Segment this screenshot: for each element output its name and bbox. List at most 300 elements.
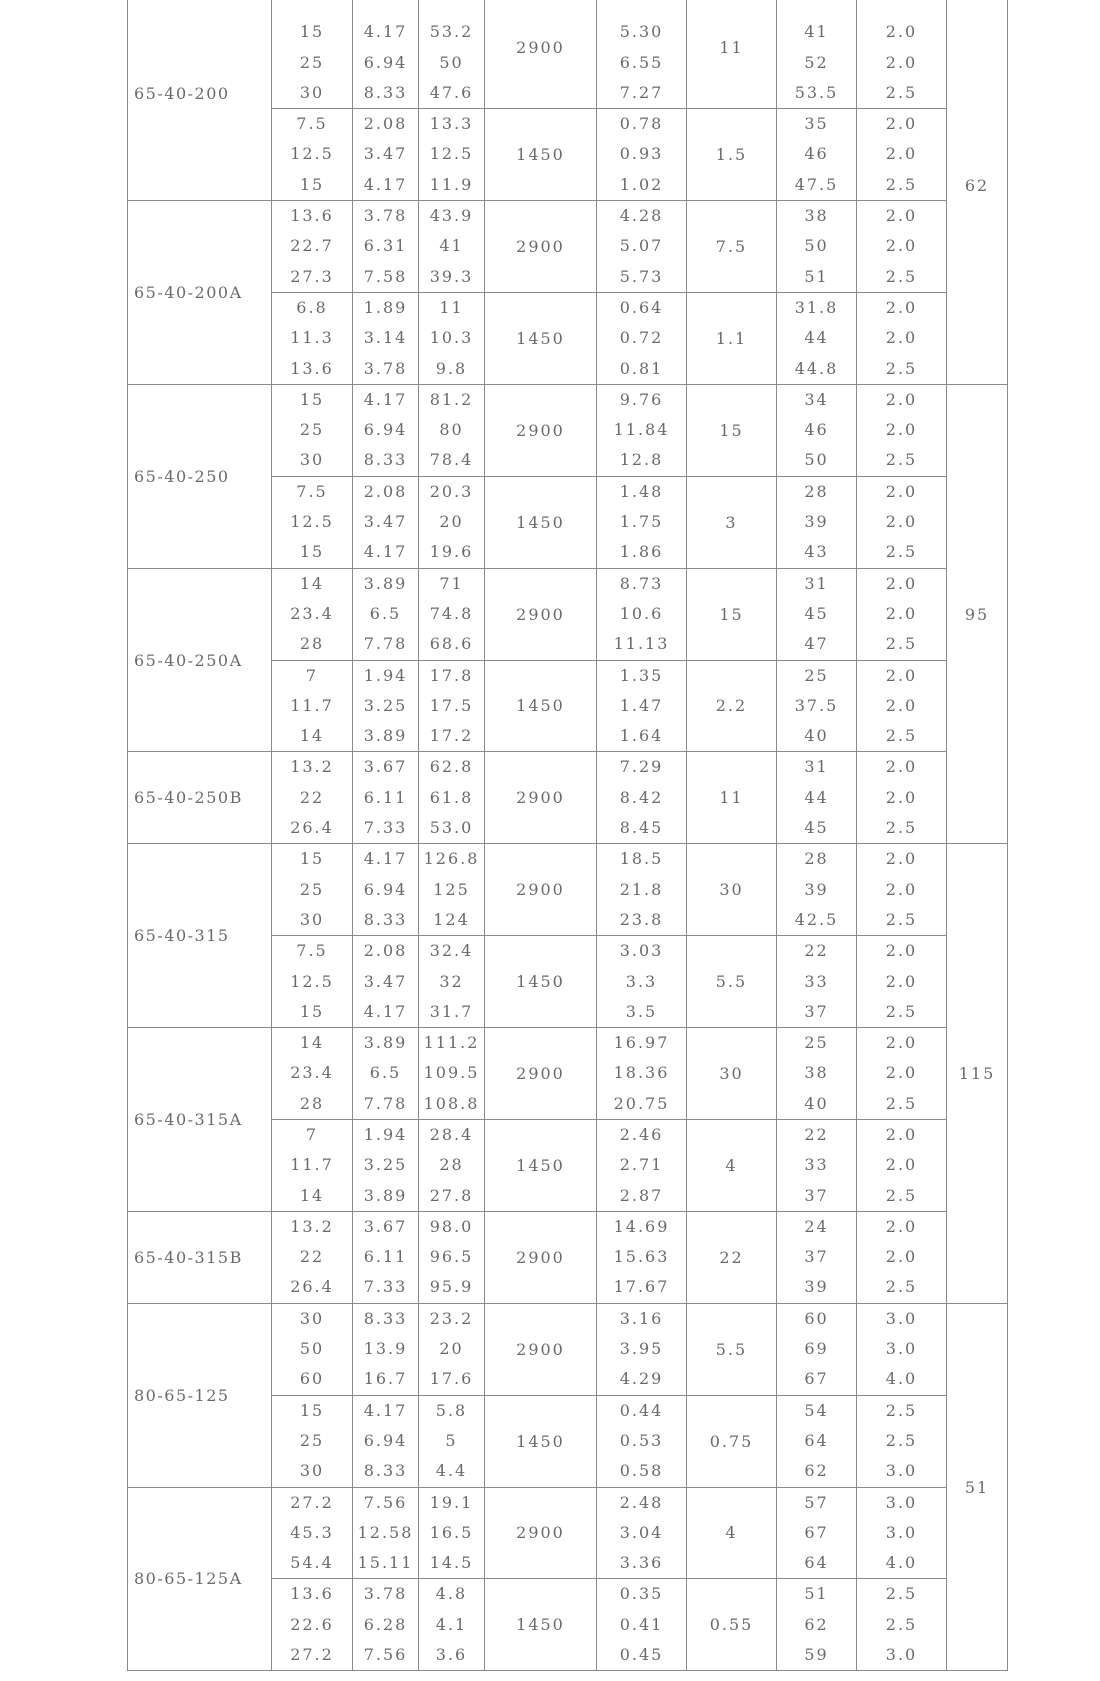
motor-power-cell: 22 bbox=[687, 1211, 777, 1303]
npshr-cell bbox=[857, 1487, 947, 1579]
flow-value: 11.3 bbox=[290, 328, 334, 348]
head-value: 19.6 bbox=[429, 542, 474, 562]
efficiency-value: 53.5 bbox=[794, 82, 839, 102]
head-value: 5.8 bbox=[435, 1400, 468, 1420]
efficiency-value: 38 bbox=[804, 1063, 829, 1083]
npshr-value: 2.0 bbox=[885, 695, 918, 715]
npshr-value: 2.5 bbox=[885, 450, 918, 470]
head-value: 32.4 bbox=[429, 941, 474, 961]
efficiency-cell bbox=[777, 752, 857, 844]
flow-cell bbox=[272, 1579, 353, 1671]
speed-cell: 2900 bbox=[485, 0, 597, 109]
flow-ls-value: 3.67 bbox=[363, 757, 408, 777]
shaft-power-cell bbox=[597, 844, 687, 936]
efficiency-value: 62 bbox=[804, 1461, 829, 1481]
npshr-cell bbox=[857, 1579, 947, 1671]
shaft-power-cell bbox=[597, 384, 687, 476]
efficiency-value: 33 bbox=[804, 1155, 829, 1175]
npshr-value: 2.5 bbox=[885, 174, 918, 194]
head-value: 20 bbox=[439, 1339, 464, 1359]
efficiency-cell bbox=[777, 1119, 857, 1211]
head-value: 98.0 bbox=[429, 1216, 474, 1236]
shaft-power-cell bbox=[597, 109, 687, 201]
npshr-value: 2.5 bbox=[885, 1614, 918, 1634]
shaft-power-value: 0.53 bbox=[619, 1430, 664, 1450]
efficiency-value: 39 bbox=[804, 879, 829, 899]
npshr-cell bbox=[857, 476, 947, 568]
shaft-power-value: 14.69 bbox=[613, 1216, 670, 1236]
motor-power-cell: 4 bbox=[687, 1119, 777, 1211]
shaft-power-value: 7.27 bbox=[619, 82, 664, 102]
npshr-value: 3.0 bbox=[885, 1308, 918, 1328]
head-cell bbox=[419, 292, 485, 384]
flow-value: 22 bbox=[299, 787, 325, 807]
efficiency-value: 46 bbox=[804, 420, 829, 440]
shaft-power-cell bbox=[597, 0, 687, 109]
npshr-value: 2.5 bbox=[885, 1277, 918, 1297]
flow-value: 25 bbox=[299, 420, 325, 440]
efficiency-cell bbox=[777, 201, 857, 293]
flow-value: 27.3 bbox=[290, 266, 334, 286]
head-value: 43.9 bbox=[429, 206, 474, 226]
npshr-value: 2.0 bbox=[885, 144, 918, 164]
efficiency-value: 24 bbox=[804, 1216, 829, 1236]
flow-value: 23.4 bbox=[290, 603, 334, 623]
flow-ls-cell bbox=[353, 1028, 419, 1120]
flow-ls-value: 3.47 bbox=[363, 512, 408, 532]
speed-cell: 2900 bbox=[485, 1028, 597, 1120]
npshr-cell bbox=[857, 384, 947, 476]
npshr-value: 2.5 bbox=[885, 818, 918, 838]
flow-ls-cell bbox=[353, 1303, 419, 1395]
model-cell: 80-65-125 bbox=[128, 1303, 272, 1487]
head-value: 3.6 bbox=[435, 1645, 468, 1665]
flow-ls-value: 3.89 bbox=[363, 1033, 408, 1053]
shaft-power-cell bbox=[597, 1395, 687, 1487]
shaft-power-cell bbox=[597, 936, 687, 1028]
head-value: 16.5 bbox=[429, 1522, 474, 1542]
efficiency-value: 40 bbox=[804, 1093, 829, 1113]
flow-value: 27.2 bbox=[290, 1492, 334, 1512]
npshr-value: 2.0 bbox=[885, 941, 918, 961]
motor-power-cell: 1.5 bbox=[687, 109, 777, 201]
npshr-value: 2.0 bbox=[885, 1033, 918, 1053]
flow-ls-value: 13.9 bbox=[363, 1339, 408, 1359]
flow-ls-value: 3.89 bbox=[363, 726, 408, 746]
flow-ls-cell bbox=[353, 201, 419, 293]
motor-power-cell: 5.5 bbox=[687, 936, 777, 1028]
efficiency-cell bbox=[777, 476, 857, 568]
shaft-power-value: 4.29 bbox=[619, 1369, 664, 1389]
efficiency-cell bbox=[777, 109, 857, 201]
npshr-cell bbox=[857, 201, 947, 293]
flow-ls-cell bbox=[353, 292, 419, 384]
flow-ls-value: 7.58 bbox=[363, 266, 408, 286]
npshr-value: 2.5 bbox=[885, 726, 918, 746]
efficiency-cell bbox=[777, 0, 857, 109]
flow-ls-cell bbox=[353, 1579, 419, 1671]
npshr-value: 2.5 bbox=[885, 358, 918, 378]
flow-ls-value: 6.5 bbox=[369, 603, 402, 623]
shaft-power-value: 5.07 bbox=[619, 236, 664, 256]
shaft-power-value: 3.03 bbox=[619, 941, 664, 961]
flow-value: 14 bbox=[299, 1185, 325, 1205]
efficiency-value: 22 bbox=[804, 941, 829, 961]
model-cell: 65-40-315A bbox=[128, 1028, 272, 1212]
efficiency-value: 52 bbox=[804, 52, 829, 72]
flow-ls-cell bbox=[353, 752, 419, 844]
flow-ls-value: 2.08 bbox=[363, 481, 408, 501]
flow-ls-value: 3.78 bbox=[363, 1584, 408, 1604]
npshr-value: 2.5 bbox=[885, 542, 918, 562]
npshr-cell bbox=[857, 660, 947, 752]
efficiency-cell bbox=[777, 1028, 857, 1120]
flow-value: 7.5 bbox=[296, 481, 328, 501]
head-value: 31.7 bbox=[429, 1001, 474, 1021]
head-value: 53.2 bbox=[429, 22, 474, 42]
shaft-power-value: 2.87 bbox=[619, 1185, 664, 1205]
flow-value: 12.5 bbox=[290, 512, 334, 532]
efficiency-value: 62 bbox=[804, 1614, 829, 1634]
npshr-value bbox=[857, 0, 946, 17]
shaft-power-value: 0.41 bbox=[619, 1614, 664, 1634]
weight-cell: 95 bbox=[947, 384, 1008, 843]
shaft-power-value: 0.93 bbox=[619, 144, 664, 164]
head-value: 71 bbox=[439, 573, 464, 593]
npshr-cell bbox=[857, 844, 947, 936]
efficiency-value: 37 bbox=[804, 1001, 829, 1021]
efficiency-value: 28 bbox=[804, 481, 829, 501]
speed-cell: 2900 bbox=[485, 844, 597, 936]
flow-ls-value: 4.17 bbox=[363, 1001, 408, 1021]
shaft-power-cell bbox=[597, 1211, 687, 1303]
shaft-power-cell bbox=[597, 1303, 687, 1395]
flow-ls-cell bbox=[353, 384, 419, 476]
flow-value: 13.6 bbox=[290, 1584, 334, 1604]
flow-value: 25 bbox=[299, 1430, 325, 1450]
flow-value: 7 bbox=[305, 1124, 319, 1144]
shaft-power-cell bbox=[597, 1579, 687, 1671]
head-cell bbox=[419, 936, 485, 1028]
speed-cell: 2900 bbox=[485, 384, 597, 476]
efficiency-value: 34 bbox=[804, 389, 829, 409]
flow-value: 13.2 bbox=[290, 757, 334, 777]
weight-cell: 51 bbox=[947, 1303, 1008, 1671]
npshr-value: 2.5 bbox=[885, 82, 918, 102]
shaft-power-value: 5.73 bbox=[619, 266, 664, 286]
head-value: 23.2 bbox=[429, 1308, 474, 1328]
head-value: 10.3 bbox=[429, 328, 474, 348]
npshr-cell bbox=[857, 1211, 947, 1303]
flow-value: 14 bbox=[299, 1033, 325, 1053]
efficiency-value: 54 bbox=[804, 1400, 829, 1420]
head-cell bbox=[419, 1028, 485, 1120]
efficiency-cell bbox=[777, 1303, 857, 1395]
shaft-power-value: 18.5 bbox=[619, 849, 664, 869]
motor-power-cell: 15 bbox=[687, 384, 777, 476]
flow-ls-value: 7.33 bbox=[363, 818, 408, 838]
efficiency-value: 64 bbox=[804, 1430, 829, 1450]
flow-cell bbox=[272, 1487, 353, 1579]
head-cell bbox=[419, 1395, 485, 1487]
model-cell: 80-65-125A bbox=[128, 1487, 272, 1671]
head-value: 13.3 bbox=[429, 114, 474, 134]
head-value: 80 bbox=[439, 420, 464, 440]
flow-ls-cell bbox=[353, 1487, 419, 1579]
npshr-value: 2.0 bbox=[885, 297, 918, 317]
npshr-value: 3.0 bbox=[885, 1492, 918, 1512]
shaft-power-value: 20.75 bbox=[613, 1093, 670, 1113]
flow-value: 14 bbox=[299, 573, 325, 593]
efficiency-value: 57 bbox=[804, 1492, 829, 1512]
head-value: 96.5 bbox=[429, 1247, 474, 1267]
efficiency-value: 37.5 bbox=[794, 695, 839, 715]
efficiency-value: 64 bbox=[804, 1553, 829, 1573]
npshr-cell bbox=[857, 1119, 947, 1211]
head-value: 19.1 bbox=[429, 1492, 474, 1512]
flow-ls-value: 6.28 bbox=[363, 1614, 408, 1634]
efficiency-value: 41 bbox=[804, 22, 829, 42]
speed-cell: 1450 bbox=[485, 1119, 597, 1211]
head-cell bbox=[419, 752, 485, 844]
head-value: 17.8 bbox=[429, 665, 474, 685]
flow-value: 6.8 bbox=[296, 297, 328, 317]
flow-ls-value: 6.31 bbox=[363, 236, 408, 256]
flow-ls-value: 4.17 bbox=[363, 389, 408, 409]
npshr-value: 2.0 bbox=[885, 787, 918, 807]
model-cell: 65-40-315B bbox=[128, 1211, 272, 1303]
table-row bbox=[128, 384, 1008, 476]
head-value: 5 bbox=[445, 1430, 458, 1450]
shaft-power-value: 3.5 bbox=[625, 1001, 658, 1021]
flow-value: 30 bbox=[299, 1308, 325, 1328]
npshr-value: 2.0 bbox=[885, 420, 918, 440]
flow-value: 12.5 bbox=[290, 144, 334, 164]
shaft-power-cell bbox=[597, 1119, 687, 1211]
shaft-power-value: 1.48 bbox=[619, 481, 664, 501]
motor-power-cell: 15 bbox=[687, 568, 777, 660]
flow-value: 14 bbox=[299, 726, 325, 746]
head-value: 12.5 bbox=[429, 144, 474, 164]
flow-value: 7.5 bbox=[296, 114, 328, 134]
flow-ls-cell bbox=[353, 0, 419, 109]
efficiency-value: 46 bbox=[804, 144, 829, 164]
head-cell bbox=[419, 1303, 485, 1395]
npshr-value: 2.5 bbox=[885, 1400, 918, 1420]
shaft-power-value: 8.45 bbox=[619, 818, 664, 838]
head-value bbox=[419, 0, 484, 17]
flow-ls-value: 7.56 bbox=[363, 1492, 408, 1512]
flow-cell bbox=[272, 936, 353, 1028]
head-cell bbox=[419, 1119, 485, 1211]
shaft-power-value: 0.44 bbox=[619, 1400, 664, 1420]
efficiency-value: 44 bbox=[804, 328, 829, 348]
head-cell bbox=[419, 0, 485, 109]
efficiency-value: 25 bbox=[804, 665, 829, 685]
flow-ls-cell bbox=[353, 476, 419, 568]
flow-ls-value: 3.78 bbox=[363, 206, 408, 226]
motor-power-cell: 11 bbox=[687, 0, 777, 109]
head-value: 126.8 bbox=[423, 849, 480, 869]
shaft-power-value: 11.13 bbox=[613, 634, 670, 654]
shaft-power-value: 3.36 bbox=[619, 1553, 664, 1573]
flow-ls-value: 6.94 bbox=[363, 420, 408, 440]
head-value: 17.2 bbox=[429, 726, 474, 746]
table-row bbox=[128, 1303, 1008, 1395]
flow-ls-value: 8.33 bbox=[363, 909, 408, 929]
shaft-power-value: 6.55 bbox=[619, 52, 664, 72]
flow-ls-value: 3.25 bbox=[363, 1155, 408, 1175]
npshr-cell bbox=[857, 568, 947, 660]
efficiency-value: 39 bbox=[804, 1277, 829, 1297]
efficiency-value: 51 bbox=[804, 1584, 829, 1604]
efficiency-cell bbox=[777, 1487, 857, 1579]
shaft-power-value: 10.6 bbox=[619, 603, 664, 623]
npshr-cell bbox=[857, 752, 947, 844]
flow-ls-value: 4.17 bbox=[363, 174, 408, 194]
flow-value: 23.4 bbox=[290, 1063, 334, 1083]
flow-ls-value: 6.94 bbox=[363, 52, 408, 72]
motor-power-cell: 11 bbox=[687, 752, 777, 844]
npshr-value: 2.5 bbox=[885, 909, 918, 929]
shaft-power-value: 0.35 bbox=[619, 1584, 664, 1604]
npshr-value: 2.5 bbox=[885, 1430, 918, 1450]
npshr-cell bbox=[857, 1395, 947, 1487]
npshr-cell bbox=[857, 109, 947, 201]
head-value: 53.0 bbox=[429, 818, 474, 838]
head-value: 28.4 bbox=[429, 1124, 474, 1144]
flow-value: 25 bbox=[299, 52, 325, 72]
table-row bbox=[128, 1211, 1008, 1303]
flow-cell bbox=[272, 568, 353, 660]
efficiency-value: 37 bbox=[804, 1247, 829, 1267]
head-value: 20 bbox=[439, 512, 464, 532]
npshr-value: 2.0 bbox=[885, 1063, 918, 1083]
npshr-value: 2.0 bbox=[885, 512, 918, 532]
flow-value: 22.7 bbox=[290, 236, 334, 256]
npshr-value: 2.0 bbox=[885, 971, 918, 991]
npshr-cell bbox=[857, 1028, 947, 1120]
speed-cell: 1450 bbox=[485, 1579, 597, 1671]
flow-cell bbox=[272, 660, 353, 752]
head-cell bbox=[419, 1579, 485, 1671]
speed-cell: 1450 bbox=[485, 476, 597, 568]
npshr-value: 2.5 bbox=[885, 1001, 918, 1021]
efficiency-value: 33 bbox=[804, 971, 829, 991]
model-cell: 65-40-200 bbox=[128, 0, 272, 201]
efficiency-value: 47.5 bbox=[794, 174, 839, 194]
head-value: 11.9 bbox=[429, 174, 474, 194]
head-value: 27.8 bbox=[429, 1185, 474, 1205]
flow-cell bbox=[272, 1303, 353, 1395]
shaft-power-value: 5.30 bbox=[619, 22, 664, 42]
head-value: 41 bbox=[439, 236, 464, 256]
motor-power-cell: 5.5 bbox=[687, 1303, 777, 1395]
efficiency-value: 59 bbox=[804, 1645, 829, 1665]
flow-cell bbox=[272, 844, 353, 936]
flow-value: 30 bbox=[299, 909, 325, 929]
head-value: 74.8 bbox=[429, 603, 474, 623]
shaft-power-value: 4.28 bbox=[619, 206, 664, 226]
flow-ls-value: 12.58 bbox=[357, 1522, 414, 1542]
shaft-power-value: 0.78 bbox=[619, 114, 664, 134]
efficiency-cell bbox=[777, 660, 857, 752]
speed-cell: 1450 bbox=[485, 936, 597, 1028]
flow-ls-value: 2.08 bbox=[363, 941, 408, 961]
efficiency-value: 37 bbox=[804, 1185, 829, 1205]
flow-ls-value: 6.11 bbox=[363, 1247, 408, 1267]
head-value: 62.8 bbox=[429, 757, 474, 777]
table-row bbox=[128, 0, 1008, 109]
flow-ls-value: 3.25 bbox=[363, 695, 408, 715]
efficiency-value: 47 bbox=[804, 634, 829, 654]
flow-value: 54.4 bbox=[290, 1553, 334, 1573]
head-cell bbox=[419, 844, 485, 936]
shaft-power-cell bbox=[597, 1028, 687, 1120]
flow-value: 26.4 bbox=[290, 818, 334, 838]
npshr-value: 4.0 bbox=[885, 1553, 918, 1573]
shaft-power-value: 1.86 bbox=[619, 542, 664, 562]
motor-power-cell: 0.75 bbox=[687, 1395, 777, 1487]
head-cell bbox=[419, 476, 485, 568]
npshr-value: 2.0 bbox=[885, 603, 918, 623]
flow-value: 11.7 bbox=[290, 1155, 334, 1175]
flow-ls-value: 4.17 bbox=[363, 542, 408, 562]
efficiency-value: 45 bbox=[804, 818, 829, 838]
npshr-value: 2.0 bbox=[885, 206, 918, 226]
head-cell bbox=[419, 568, 485, 660]
shaft-power-cell bbox=[597, 476, 687, 568]
flow-value: 27.2 bbox=[290, 1645, 334, 1665]
flow-ls-value: 4.17 bbox=[363, 22, 408, 42]
npshr-value: 2.0 bbox=[885, 1155, 918, 1175]
flow-value: 22 bbox=[299, 1247, 325, 1267]
shaft-power-value: 8.42 bbox=[619, 787, 664, 807]
flow-cell bbox=[272, 384, 353, 476]
head-cell bbox=[419, 201, 485, 293]
speed-cell: 1450 bbox=[485, 1395, 597, 1487]
model-cell: 65-40-200A bbox=[128, 201, 272, 385]
flow-ls-value: 8.33 bbox=[363, 82, 408, 102]
flow-cell bbox=[272, 1211, 353, 1303]
speed-cell: 1450 bbox=[485, 109, 597, 201]
head-value: 20.3 bbox=[429, 481, 474, 501]
motor-power-cell: 4 bbox=[687, 1487, 777, 1579]
npshr-value: 2.5 bbox=[885, 634, 918, 654]
head-value: 17.5 bbox=[429, 695, 474, 715]
flow-ls-value: 6.94 bbox=[363, 1430, 408, 1450]
npshr-value: 2.0 bbox=[885, 481, 918, 501]
shaft-power-value: 2.46 bbox=[619, 1124, 664, 1144]
shaft-power-value: 1.64 bbox=[619, 726, 664, 746]
npshr-value: 2.0 bbox=[885, 328, 918, 348]
flow-ls-value: 3.89 bbox=[363, 1185, 408, 1205]
npshr-cell bbox=[857, 936, 947, 1028]
flow-value: 7 bbox=[305, 665, 319, 685]
flow-ls-value: 3.67 bbox=[363, 1216, 408, 1236]
motor-power-cell: 0.55 bbox=[687, 1579, 777, 1671]
npshr-value: 2.0 bbox=[885, 665, 918, 685]
shaft-power-value: 1.02 bbox=[619, 174, 664, 194]
flow-ls-value: 7.33 bbox=[363, 1277, 408, 1297]
shaft-power-value: 3.3 bbox=[625, 971, 658, 991]
efficiency-value: 43 bbox=[804, 542, 829, 562]
shaft-power-value: 9.76 bbox=[619, 389, 664, 409]
npshr-value: 3.0 bbox=[885, 1645, 918, 1665]
speed-cell: 1450 bbox=[485, 292, 597, 384]
head-value: 95.9 bbox=[429, 1277, 474, 1297]
flow-ls-cell bbox=[353, 1211, 419, 1303]
